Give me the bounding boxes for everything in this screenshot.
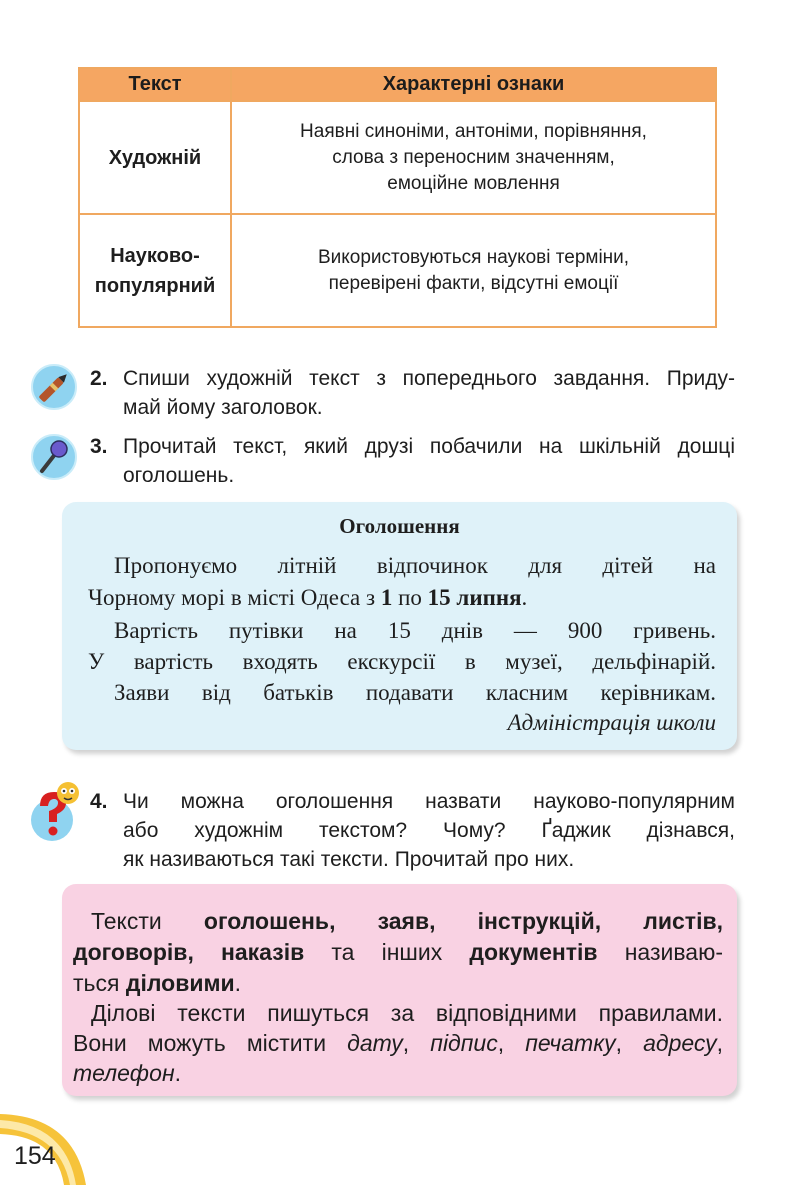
info-term: договорів, наказів (73, 939, 305, 965)
kind-line: популярний (94, 274, 216, 297)
feature-line: слова з переносним значенням, (332, 146, 615, 168)
info-text: називаю- (597, 939, 723, 965)
announcement-line: У вартість входять екскурсії в музеї, дельфінарій. (88, 649, 716, 674)
info-line (91, 906, 723, 937)
task-line: або художнім текстом? Чому? Ґаджик дізнався, (123, 819, 735, 842)
table-header-text: Текст (79, 68, 231, 101)
task-line: як називаються такі тексти. Прочитай про них. (123, 848, 575, 871)
task-line: май йому заголовок. (123, 396, 323, 419)
table-cell-features (231, 214, 716, 327)
date-end: 15 липня (427, 585, 522, 610)
task-text (123, 432, 735, 490)
table-row (79, 101, 716, 214)
announcement-text: . (521, 585, 528, 610)
info-line (73, 937, 723, 968)
task-line: оголошень. (123, 464, 235, 487)
info-item: печатку (525, 1030, 616, 1056)
info-item: дату (347, 1030, 403, 1056)
announcement-line: Пропонуємо літній відпочинок для дітей на (114, 553, 716, 578)
announcement-line: Заяви від батьків подавати класним керівникам. (114, 680, 716, 705)
info-text: . (174, 1060, 182, 1086)
task-number: 2. (90, 367, 108, 390)
kind-line: Науково- (110, 244, 200, 267)
announcement-line (88, 583, 716, 613)
announcement-box (62, 502, 737, 750)
table-cell-kind: Художній (79, 101, 231, 214)
characteristics-table (78, 67, 717, 328)
feature-line: Наявні синоніми, антоніми, порівняння, (300, 120, 647, 142)
date-start: 1 (380, 585, 393, 610)
info-text: , (402, 1030, 431, 1056)
announcement-text: по (392, 585, 428, 610)
info-text: , (615, 1030, 644, 1056)
task-line: Прочитай текст, який друзі побачили на шкільній дошці (123, 435, 735, 458)
info-line (73, 1028, 723, 1059)
info-line (73, 1058, 723, 1089)
info-item: адресу (643, 1030, 717, 1056)
feature-line: перевірені факти, відсутні емоції (328, 272, 619, 294)
info-text: . (234, 970, 242, 996)
info-term: діловими (125, 970, 235, 996)
info-line (73, 968, 723, 999)
task-number: 3. (90, 435, 108, 458)
table-cell-kind (79, 214, 231, 327)
announcement-text: Чорному морі в місті Одеса з (88, 585, 381, 610)
task-text (123, 787, 735, 874)
info-text: та інших (304, 939, 470, 965)
task-number: 4. (90, 790, 108, 813)
microphone-icon (30, 433, 78, 481)
info-term: документів (469, 939, 598, 965)
announcement-line: Вартість путівки на 15 днів — 900 гривень. (114, 618, 716, 643)
table-row (79, 214, 716, 327)
pen-icon (30, 363, 78, 411)
info-text: Тексти (91, 908, 204, 934)
info-text: , (716, 1030, 724, 1056)
feature-line: емоційне мовлення (387, 172, 560, 194)
page-number: 154 (14, 1142, 56, 1170)
info-line: Ділові тексти пишуться за відповідними правилами. (91, 1000, 723, 1026)
info-item: телефон (73, 1060, 175, 1086)
feature-line: Використовуються наукові терміни, (317, 246, 630, 268)
info-text: Вони можуть містити (73, 1030, 348, 1056)
table-cell-features (231, 101, 716, 214)
info-text: ться (73, 970, 126, 996)
announcement-signature: Адміністрація школи (507, 710, 716, 735)
task-text (123, 364, 735, 422)
question-character-icon (30, 776, 86, 844)
info-item: підпис (430, 1030, 498, 1056)
info-term: оголошень, заяв, інструкцій, листів, (203, 908, 723, 934)
task-line: Чи можна оголошення назвати науково-популярним (123, 790, 735, 813)
table-header-features: Характерні ознаки (231, 68, 716, 101)
announcement-title: Оголошення (339, 514, 460, 538)
task-line: Спиши художній текст з попереднього завдання. Приду- (123, 367, 735, 390)
info-text: , (497, 1030, 526, 1056)
business-texts-info-box (62, 884, 737, 1096)
table-header-row (79, 68, 716, 101)
